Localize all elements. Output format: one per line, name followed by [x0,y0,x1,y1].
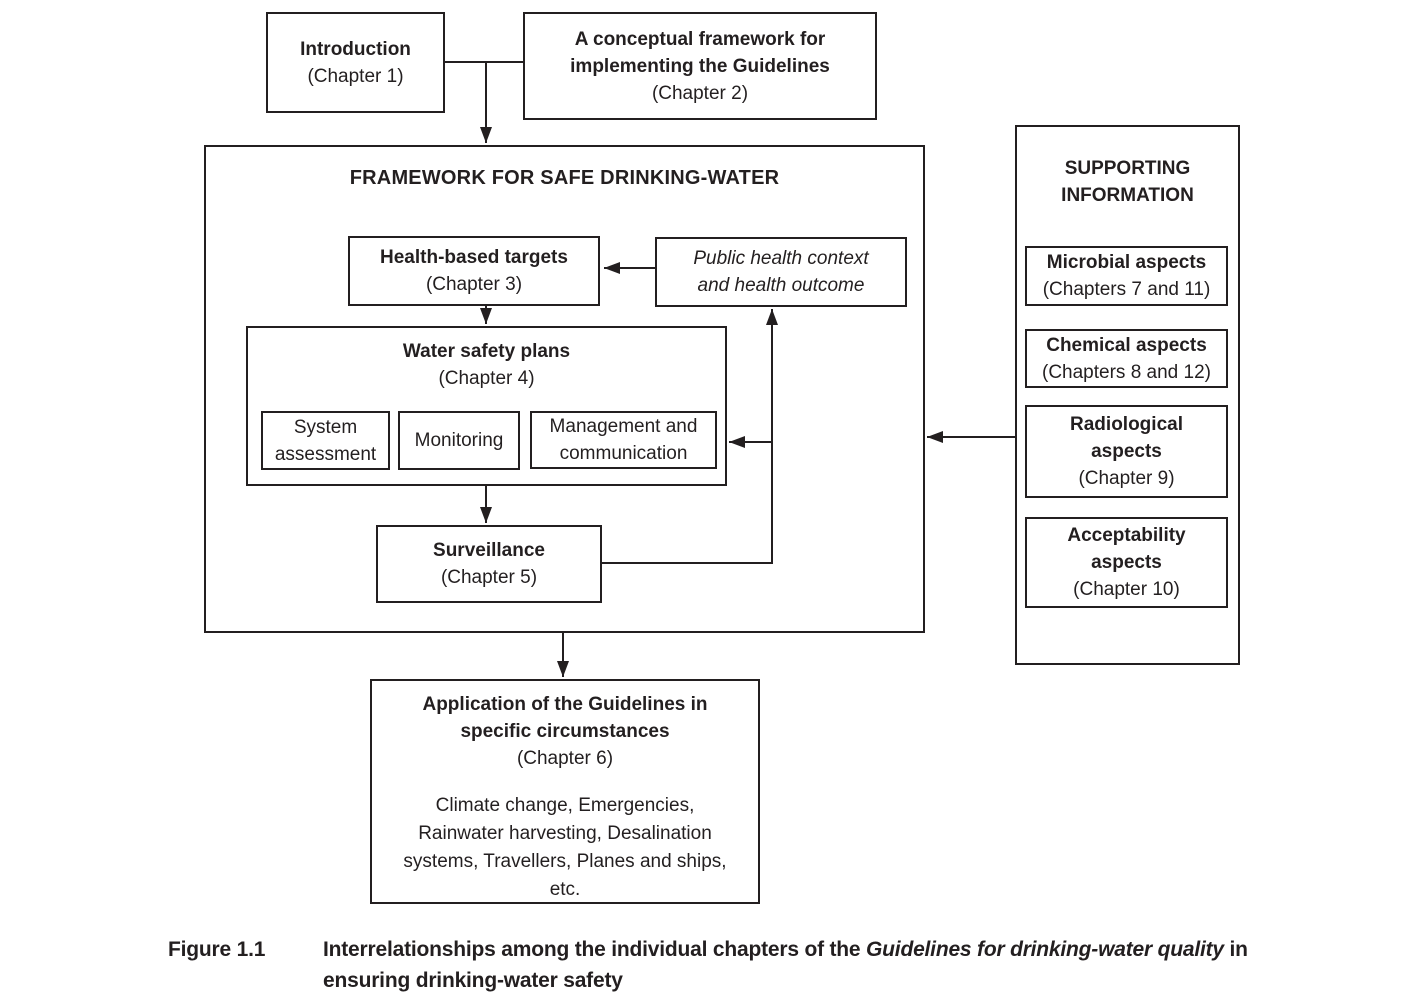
conceptual-framework-title: A conceptual framework for implementing the Guidelines [570,28,830,77]
system-assessment-box [261,411,390,470]
radiological-aspects-title: Radiological aspects [1070,414,1183,462]
public-health-context-text: Public health context and health outcome [693,248,869,296]
health-based-targets-title: Health-based targets [380,247,568,268]
management-communication-box [530,411,717,469]
water-safety-plans-title: Water safety plans [402,341,571,362]
health-based-targets-box [348,236,600,306]
figure-caption-text [323,934,1253,996]
acceptability-aspects-box [1025,517,1228,608]
radiological-aspects-chapter: (Chapter 9) [1078,468,1175,489]
caption-text-post: in ensuring drinking-water safety [323,938,1248,992]
framework-title: FRAMEWORK FOR SAFE DRINKING-WATER [349,167,780,189]
supporting-information-title: SUPPORTING INFORMATION [1061,158,1194,206]
chemical-aspects-box [1025,329,1228,388]
caption-text-italic: Guidelines for drinking-water quality [866,938,1224,961]
supporting-information-box [1015,125,1240,665]
application-chapter: (Chapter 6) [516,748,614,769]
microbial-aspects-title: Microbial aspects [1046,252,1207,273]
conceptual-framework-box [523,12,877,120]
introduction-chapter: (Chapter 1) [307,65,404,87]
acceptability-aspects-chapter: (Chapter 10) [1073,579,1180,600]
microbial-aspects-box [1025,246,1228,306]
application-box [370,679,760,904]
water-safety-plans-box [246,326,727,486]
health-based-targets-chapter: (Chapter 3) [425,274,523,295]
framework-box [204,145,925,633]
public-health-context-box [655,237,907,307]
monitoring-label: Monitoring [414,430,504,451]
acceptability-aspects-title: Acceptability aspects [1067,525,1186,573]
application-body: Climate change, Emergencies, Rainwater harvesting, Desalination systems, Travellers, Planes and ships, etc. [403,795,727,900]
surveillance-chapter: (Chapter 5) [440,567,538,588]
surveillance-box [376,525,602,603]
monitoring-box [398,411,520,470]
application-title: Application of the Guidelines in specific circumstances [422,694,708,742]
microbial-aspects-chapter: (Chapters 7 and 11) [1042,279,1211,300]
caption-text-pre: Interrelationships among the individual chapters of the [323,938,867,961]
chemical-aspects-title: Chemical aspects [1046,334,1207,356]
radiological-aspects-box [1025,405,1228,498]
system-assessment-label: System assessment [274,416,377,465]
introduction-box [266,12,445,113]
figure-caption [168,934,1253,996]
figure-caption-label: Figure 1.1 [168,938,266,961]
chemical-aspects-chapter: (Chapters 8 and 12) [1042,361,1211,383]
surveillance-title: Surveillance [433,540,545,561]
water-safety-plans-chapter: (Chapter 4) [438,368,535,389]
introduction-title: Introduction [300,38,411,60]
management-communication-label: Management and communication [549,416,698,464]
conceptual-framework-chapter: (Chapter 2) [651,82,749,104]
